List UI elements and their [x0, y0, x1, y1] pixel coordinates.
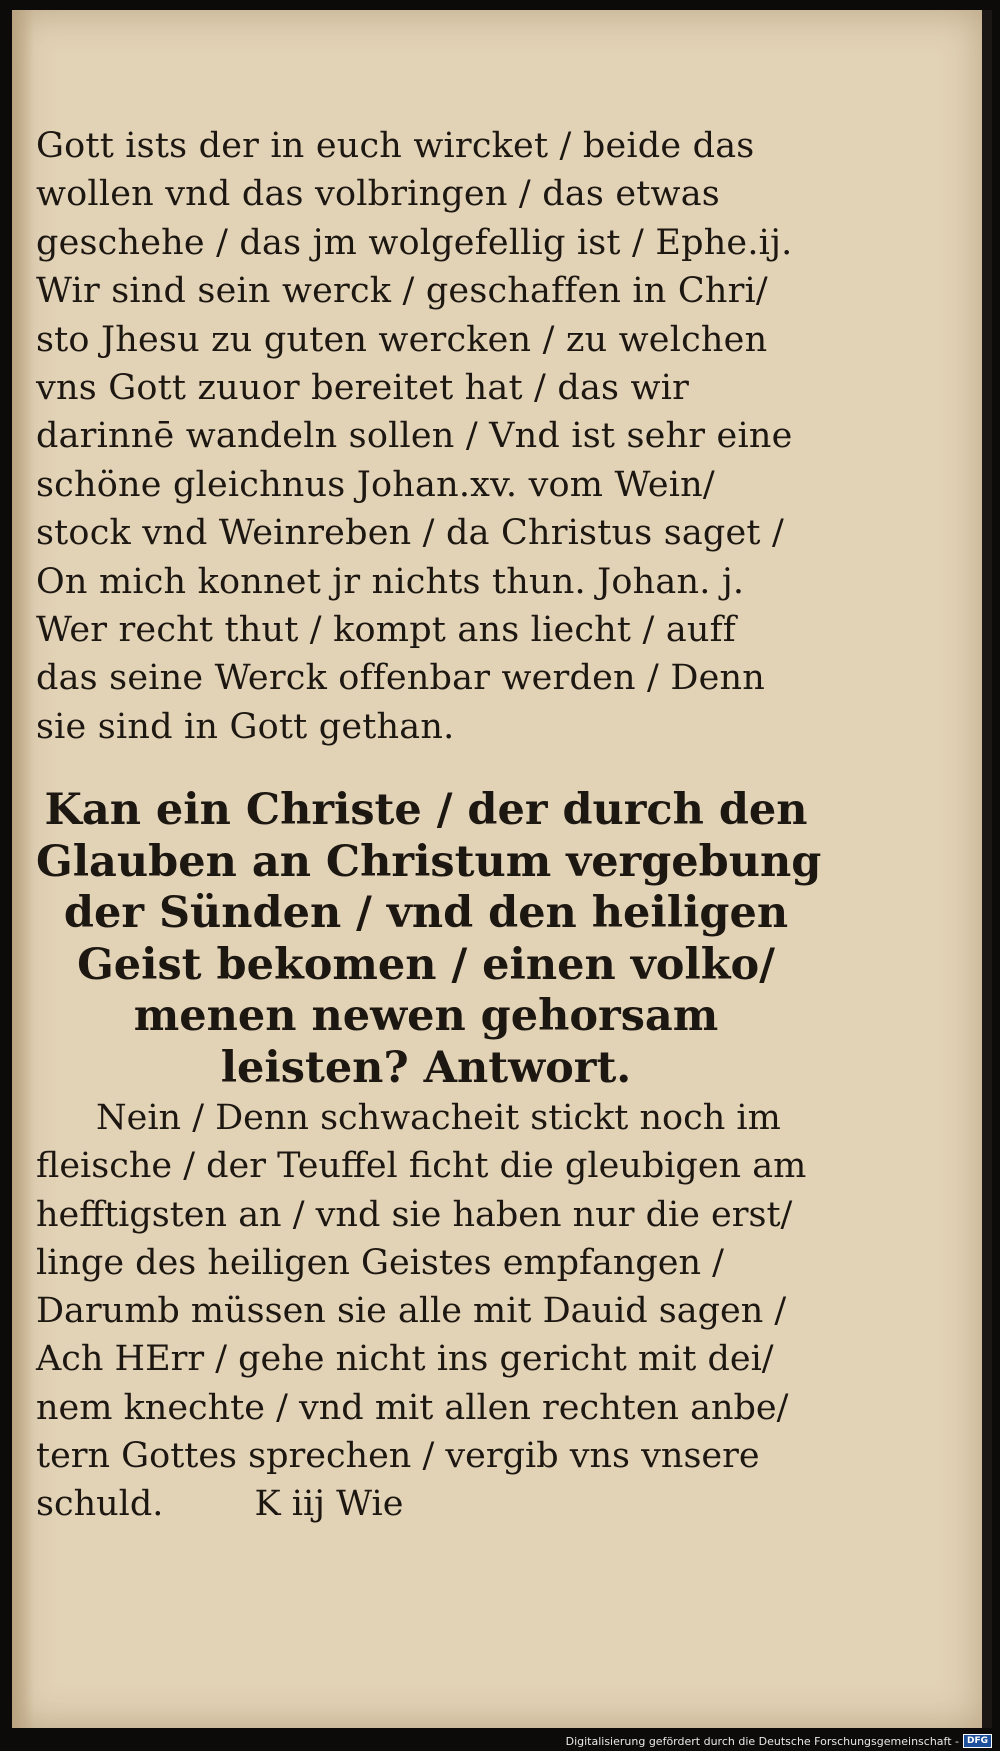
text-line: Wer recht thut / kompt ans liecht / auff [36, 610, 736, 651]
heading-line: Glauben an Christum vergebung [36, 836, 822, 887]
catchword: Wie [336, 1483, 404, 1524]
text-line: fleische / der Teuffel ficht die gleubigen am [36, 1146, 807, 1187]
text-line: schöne gleichnus Johan.xv. vom Wein/ [36, 464, 715, 505]
text-line: geschehe / das jm wolgefellig ist / Ephe.ij. [36, 222, 793, 263]
last-line [36, 1480, 816, 1528]
heading-line: der Sünden / vnd den heiligen [63, 888, 789, 939]
credit-text: Digitalisierung gefördert durch die Deutsche Forschungsgemeinschaft - [565, 1734, 959, 1748]
paragraph-gott [36, 122, 816, 751]
dfg-logo: DFG [963, 1734, 992, 1748]
text-line-end: schuld. [36, 1483, 164, 1524]
heading-line: menen newen gehorsam [133, 991, 719, 1042]
heading-line: Kan ein Christe / der durch den [44, 785, 808, 836]
text-line: stock vnd Weinreben / da Christus saget / [36, 513, 785, 554]
text-line: Nein / Denn schwacheit stickt noch im [96, 1098, 781, 1139]
heading-line: Geist bekomen / einen volko/ [77, 939, 775, 990]
text-line: sie sind in Gott gethan. [36, 706, 455, 747]
digitization-credit [566, 1734, 992, 1748]
text-line: darinnē wandeln sollen / Vnd ist sehr eine [36, 416, 793, 457]
question-heading [36, 785, 822, 1094]
text-line: On mich konnet jr nichts thun. Johan. j. [36, 561, 745, 602]
book-page [12, 10, 992, 1728]
text-line: Gott ists der in euch wircket / beide das [36, 126, 755, 166]
text-line: sto Jhesu zu guten wercken / zu welchen [36, 319, 768, 360]
text-line: nem knechte / vnd mit allen rechten anbe/ [36, 1387, 789, 1428]
text-line: tern Gottes sprechen / vergib vns vnsere [36, 1435, 760, 1476]
text-line: wollen vnd das volbringen / das etwas [36, 174, 720, 215]
text-line: linge des heiligen Geistes empfangen / [36, 1242, 724, 1283]
text-line: das seine Werck offenbar werden / Denn [36, 658, 766, 699]
text-line: vns Gott zuuor bereitet hat / das wir [36, 368, 690, 409]
answer-paragraph [36, 1094, 816, 1528]
text-line: hefftigsten an / vnd sie haben nur die erst/ [36, 1194, 793, 1235]
heading-line: leisten? Antwort. [220, 1042, 632, 1093]
signature-mark: K iij [254, 1483, 326, 1524]
text-line: Darumb müssen sie alle mit Dauid sagen / [36, 1291, 787, 1332]
page-text [36, 122, 822, 1528]
text-line: Wir sind sein werck / geschaffen in Chri/ [36, 271, 768, 312]
text-line: Ach HErr / gehe nicht ins gericht mit dei/ [36, 1339, 774, 1380]
